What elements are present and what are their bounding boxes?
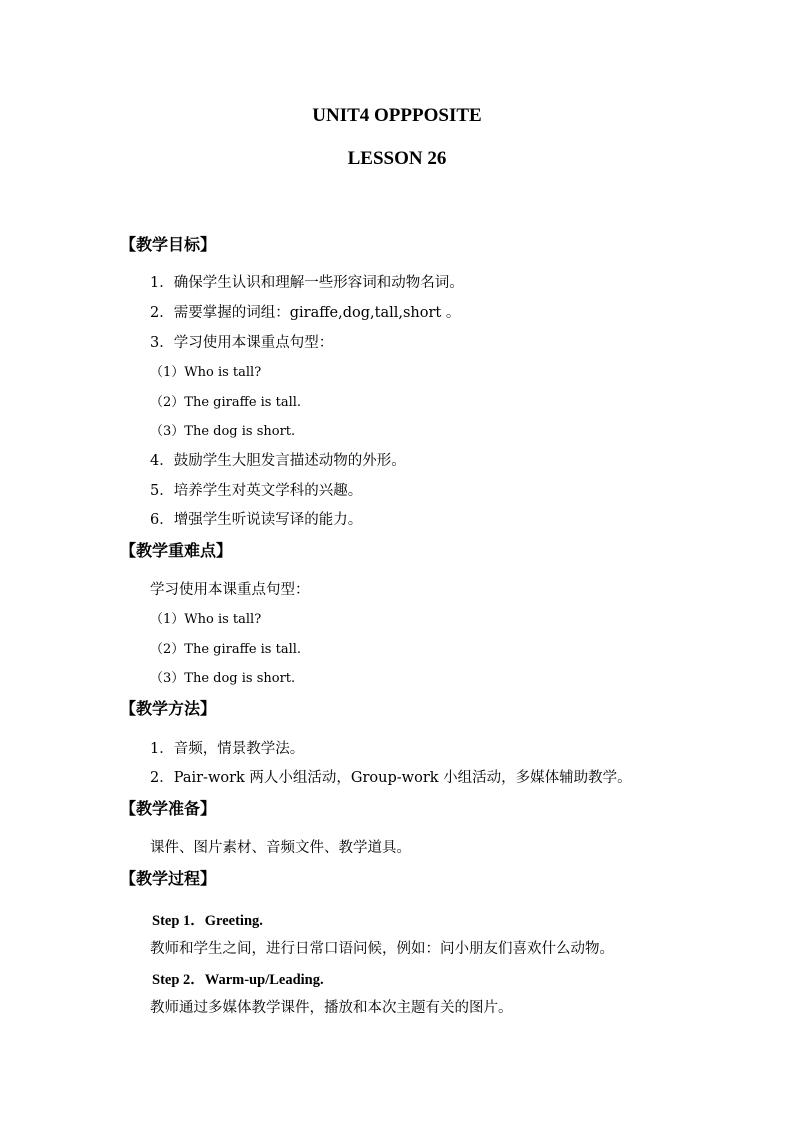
step-text: 教师通过多媒体教学课件，播放和本次主题有关的图片。 [150, 1000, 513, 1016]
key-points-sentence: （1）Who is tall? [150, 612, 262, 627]
goals-item: 4．鼓励学生大胆发言描述动物的外形。 [150, 453, 406, 469]
step-title: Step 2．Warm-up/Leading. [152, 972, 324, 988]
goals-sentence: （1）Who is tall? [150, 365, 262, 380]
goals-item: 6．增强学生听说读写译的能力。 [150, 512, 363, 528]
key-points-sentence: （3）The dog is short. [150, 671, 296, 686]
preparation-heading: 【教学准备】 [120, 799, 217, 818]
goals-heading: 【教学目标】 [120, 235, 217, 254]
lesson-title: LESSON 26 [347, 148, 447, 169]
goals-item: 5．培养学生对英文学科的兴趣。 [150, 483, 363, 499]
methods-item: 1．音频，情景教学法。 [150, 741, 305, 757]
step-text: 教师和学生之间，进行日常口语问候，例如：问小朋友们喜欢什么动物。 [150, 941, 614, 957]
step-title: Step 1．Greeting. [152, 913, 263, 929]
goals-item: 2．需要掌握的词组：giraffe,dog,tall,short 。 [150, 305, 461, 321]
process-heading: 【教学过程】 [120, 869, 217, 888]
methods-item: 2．Pair-work 两人小组活动，Group-work 小组活动，多媒体辅助教学。 [150, 770, 632, 786]
key-points-heading: 【教学重难点】 [120, 541, 233, 560]
goals-item: 1．确保学生认识和理解一些形容词和动物名词。 [150, 275, 464, 291]
unit-title: UNIT4 OPPPOSITE [312, 105, 482, 126]
goals-item: 3．学习使用本课重点句型： [150, 335, 334, 351]
key-points-sentence: （2）The giraffe is tall. [150, 642, 302, 657]
key-points-item: 学习使用本课重点句型： [150, 582, 310, 598]
goals-sentence: （3）The dog is short. [150, 424, 296, 439]
goals-sentence: （2）The giraffe is tall. [150, 395, 302, 410]
methods-heading: 【教学方法】 [120, 699, 217, 718]
preparation-item: 课件、图片素材、音频文件、教学道具。 [150, 840, 411, 856]
